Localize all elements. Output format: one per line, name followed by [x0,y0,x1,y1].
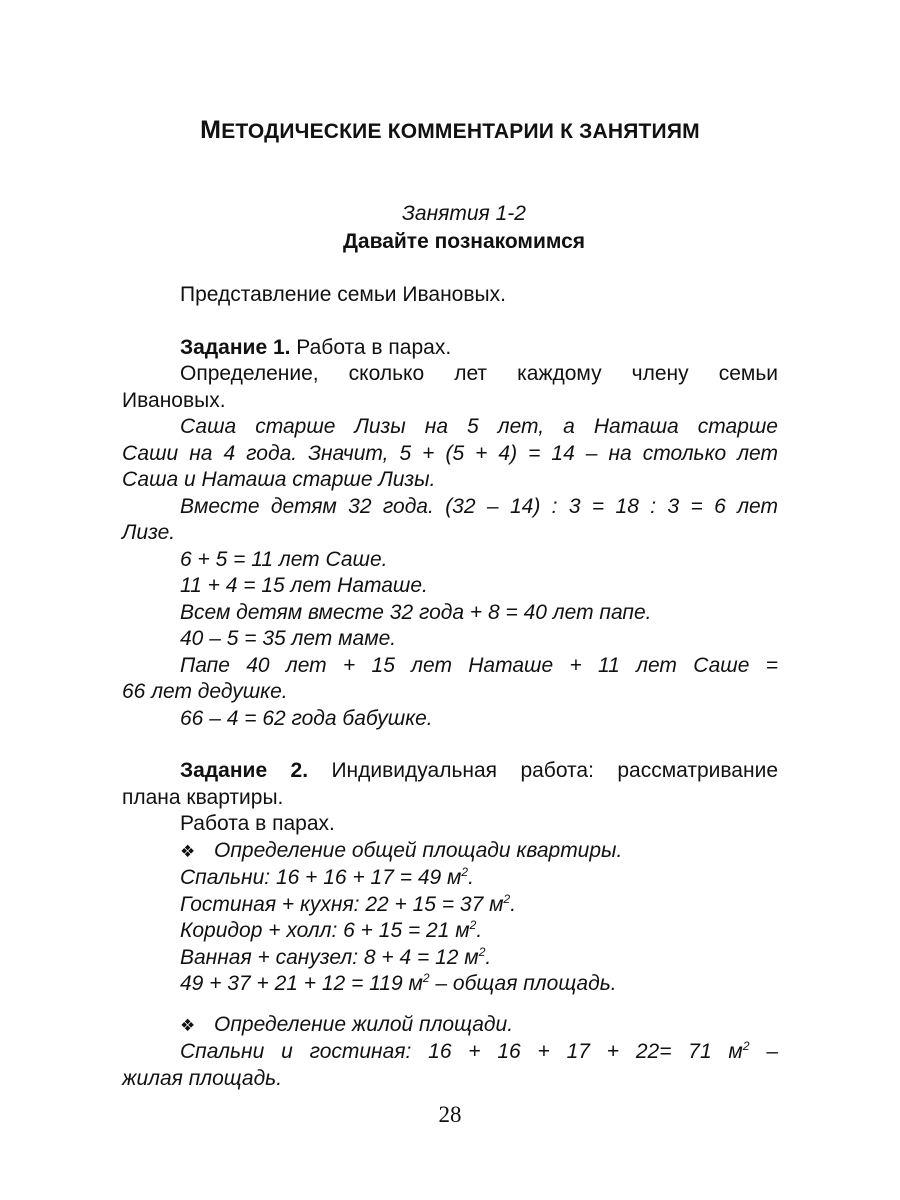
area-sup: 2 [478,944,486,959]
area-sup: 2 [422,971,430,985]
area-sup: 2 [469,918,477,932]
task1-label-rest: Работа в парах. [290,335,452,359]
section-title [0,116,900,145]
area-period: . [485,945,492,969]
task1-line: Всем детям вместе 32 года + 8 = 40 лет папе. [180,600,652,624]
task1-line: 66 лет дедушке. [122,680,288,703]
lesson-number: Занятия 1-2 [402,202,526,225]
area-line [122,892,778,919]
living-sup: 2 [742,1039,750,1053]
task1-definition-line1: Определение, сколько лет каждому члену семьи [180,362,778,385]
living-area-line2: жилая площадь. [122,1066,283,1090]
task1-line: Саши на 4 года. Значит, 5 + (5 + 4) = 14 – на столько лет [122,441,778,465]
total-area-heading-text: Определение общей площади квартиры. [214,838,623,862]
total-area-heading [122,838,778,866]
area-line [122,865,778,892]
task1-line: Лизе. [122,521,176,544]
task1-line: 66 – 4 = 62 года бабушке. [180,706,433,730]
task1-line: Саша и Наташа старше Лизы. [122,468,436,491]
bullet-diamond-icon: ❖ [180,1015,196,1035]
task2-line2: плана квартиры. [122,785,284,809]
area-sup: 2 [461,865,469,879]
area-sup: 2 [503,891,511,906]
area-period: . [468,866,474,889]
page-number: 28 [438,1102,462,1127]
section-title-rest: ЕТОДИЧЕСКИЕ КОММЕНТАРИИ К ЗАНЯТИЯМ [221,120,700,143]
area-line [122,945,778,972]
task2-label-rest: Индивидуальная работа: рассматривание [308,759,778,782]
task1-line: 11 + 4 = 15 лет Наташе. [180,574,428,597]
task1-line: Папе 40 лет + 15 лет Наташе + 11 лет Саше = [180,653,778,677]
area-line-text: Спальни: 16 + 16 + 17 = 49 м [180,866,462,889]
living-line-dash: – [749,1040,778,1063]
area-line-text: 49 + 37 + 21 + 12 = 119 м [180,972,423,995]
area-total-suffix: – общая площадь. [429,972,617,995]
intro-paragraph: Представление семьи Ивановых. [180,283,506,306]
task1-line: Вместе детям 32 года. (32 – 14) : 3 = 18 : 3 = 6 лет [180,494,778,518]
section-title-initial: М [200,116,222,144]
task1-line: 6 + 5 = 11 лет Саше. [180,547,388,571]
lesson-title: Давайте познакомимся [342,230,586,253]
area-line-text: Гостиная + кухня: 22 + 15 = 37 м [180,892,504,916]
area-period: . [510,892,517,916]
bullet-diamond-icon: ❖ [180,841,196,861]
task1-label: Задание 1. [180,335,291,359]
living-area-line1 [122,1039,778,1066]
task1-line: Саша старше Лизы на 5 лет, а Наташа старше [180,415,778,438]
task2-heading [122,758,778,785]
task1-definition-line2: Ивановых. [122,388,226,412]
area-line-text: Коридор + холл: 6 + 15 = 21 м [180,919,470,942]
task2-pair-work: Работа в парах. [180,812,335,835]
body-text [122,282,778,1092]
task1-heading [122,335,778,362]
area-line [122,918,778,945]
task2-label: Задание 2. [180,759,309,782]
living-area-heading-text: Определение жилой площади. [214,1012,514,1036]
task1-line: 40 – 5 = 35 лет маме. [180,627,397,650]
living-line-text: Спальни и гостиная: 16 + 16 + 17 + 22= 71 м [180,1040,743,1063]
area-line-text: Ванная + санузел: 8 + 4 = 12 м [180,945,479,969]
area-period: . [476,919,483,942]
living-area-heading [122,1012,778,1040]
area-total-line [122,971,778,998]
